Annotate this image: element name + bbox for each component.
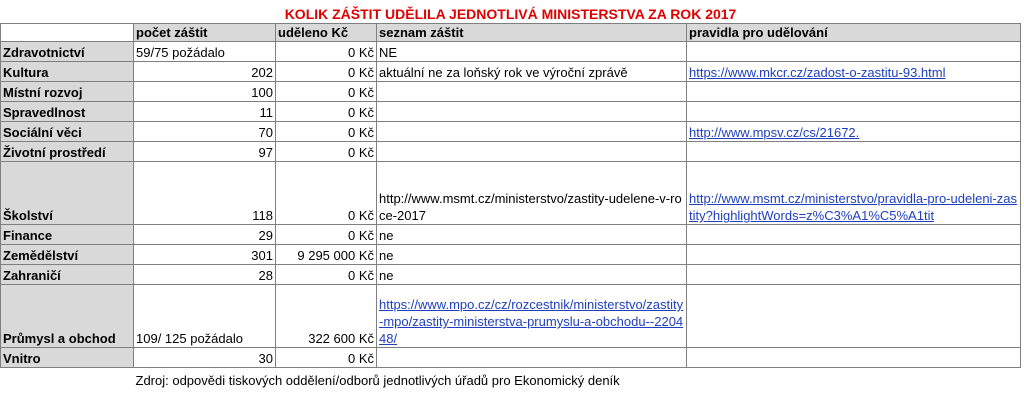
rules-cell	[687, 142, 1021, 162]
amount-cell: 0 Kč	[276, 42, 377, 62]
ministry-name: Kultura	[1, 62, 134, 82]
rules-cell	[687, 285, 1021, 348]
amount-cell: 0 Kč	[276, 122, 377, 142]
header-row	[1, 24, 1021, 42]
ministries-table	[0, 3, 1021, 389]
ministry-name: Zahraničí	[1, 265, 134, 285]
table-row	[1, 348, 1021, 368]
header-list: seznam záštit	[377, 24, 687, 42]
ministry-name: Životní prostředí	[1, 142, 134, 162]
list-cell	[377, 348, 687, 368]
amount-cell: 0 Kč	[276, 82, 377, 102]
count-cell: 100	[134, 82, 276, 102]
rules-cell	[687, 265, 1021, 285]
ministry-name: Průmysl a obchod	[1, 285, 134, 348]
rules-link[interactable]: http://www.mpsv.cz/cs/21672.	[689, 125, 860, 140]
ministry-name: Zdravotnictví	[1, 42, 134, 62]
amount-cell: 0 Kč	[276, 102, 377, 122]
amount-cell: 0 Kč	[276, 62, 377, 82]
rules-cell	[687, 62, 1021, 82]
rules-cell	[687, 245, 1021, 265]
header-count: počet záštit	[134, 24, 276, 42]
list-cell	[377, 142, 687, 162]
table-row	[1, 142, 1021, 162]
ministry-name: Vnitro	[1, 348, 134, 368]
ministry-name: Školství	[1, 162, 134, 225]
list-cell	[377, 102, 687, 122]
list-cell: NE	[377, 42, 687, 62]
list-cell	[377, 122, 687, 142]
rules-cell	[687, 102, 1021, 122]
list-cell	[377, 285, 687, 348]
table-row	[1, 225, 1021, 245]
list-link[interactable]: https://www.mpo.cz/cz/rozcestnik/ministerstvo/zastity-mpo/zastity-ministerstva-prumyslu-a-obchodu--220448/	[379, 297, 684, 346]
list-cell	[377, 82, 687, 102]
table-row	[1, 162, 1021, 225]
count-cell: 28	[134, 265, 276, 285]
ministry-name: Finance	[1, 225, 134, 245]
source-blank	[1, 368, 134, 390]
amount-cell: 322 600 Kč	[276, 285, 377, 348]
list-cell: aktuální ne za loňský rok ve výroční zprávě	[377, 62, 687, 82]
table-row	[1, 82, 1021, 102]
amount-cell: 0 Kč	[276, 162, 377, 225]
rules-link[interactable]: http://www.msmt.cz/ministerstvo/pravidla-pro-udeleni-zastity?highlightWords=z%C3%A1%C5%A1tit	[689, 191, 1017, 223]
table-row	[1, 285, 1021, 348]
list-cell: http://www.msmt.cz/ministerstvo/zastity-udelene-v-roce-2017	[377, 162, 687, 225]
amount-cell: 0 Kč	[276, 348, 377, 368]
amount-cell: 9 295 000 Kč	[276, 245, 377, 265]
count-cell: 59/75 požádalo	[134, 42, 276, 62]
ministry-name: Zemědělství	[1, 245, 134, 265]
table-row	[1, 102, 1021, 122]
page-title: KOLIK ZÁŠTIT UDĚLILA JEDNOTLIVÁ MINISTERSTVA ZA ROK 2017	[284, 6, 737, 22]
rules-cell	[687, 122, 1021, 142]
ministry-name: Místní rozvoj	[1, 82, 134, 102]
count-cell: 97	[134, 142, 276, 162]
rules-cell	[687, 82, 1021, 102]
count-cell: 70	[134, 122, 276, 142]
rules-cell	[687, 348, 1021, 368]
list-cell: ne	[377, 245, 687, 265]
rules-cell	[687, 225, 1021, 245]
header-amount: uděleno Kč	[276, 24, 377, 42]
rules-cell	[687, 42, 1021, 62]
count-cell: 301	[134, 245, 276, 265]
table-row	[1, 245, 1021, 265]
table-row	[1, 42, 1021, 62]
table-row	[1, 265, 1021, 285]
list-cell: ne	[377, 265, 687, 285]
table-row	[1, 62, 1021, 82]
rules-link[interactable]: https://www.mkcr.cz/zadost-o-zastitu-93.html	[689, 65, 946, 80]
count-cell: 118	[134, 162, 276, 225]
amount-cell: 0 Kč	[276, 265, 377, 285]
count-cell: 109/ 125 požádalo	[134, 285, 276, 348]
title-row	[1, 3, 1021, 24]
header-blank	[1, 24, 134, 42]
table-row	[1, 122, 1021, 142]
count-cell: 30	[134, 348, 276, 368]
count-cell: 202	[134, 62, 276, 82]
ministry-name: Sociální věci	[1, 122, 134, 142]
ministry-name: Spravedlnost	[1, 102, 134, 122]
amount-cell: 0 Kč	[276, 142, 377, 162]
source-note: Zdroj: odpovědi tiskových oddělení/odborů jednotlivých úřadů pro Ekonomický deník	[135, 373, 620, 388]
count-cell: 11	[134, 102, 276, 122]
amount-cell: 0 Kč	[276, 225, 377, 245]
count-cell: 29	[134, 225, 276, 245]
list-cell: ne	[377, 225, 687, 245]
rules-cell	[687, 162, 1021, 225]
source-row	[1, 368, 1021, 390]
header-rules: pravidla pro udělování	[687, 24, 1021, 42]
